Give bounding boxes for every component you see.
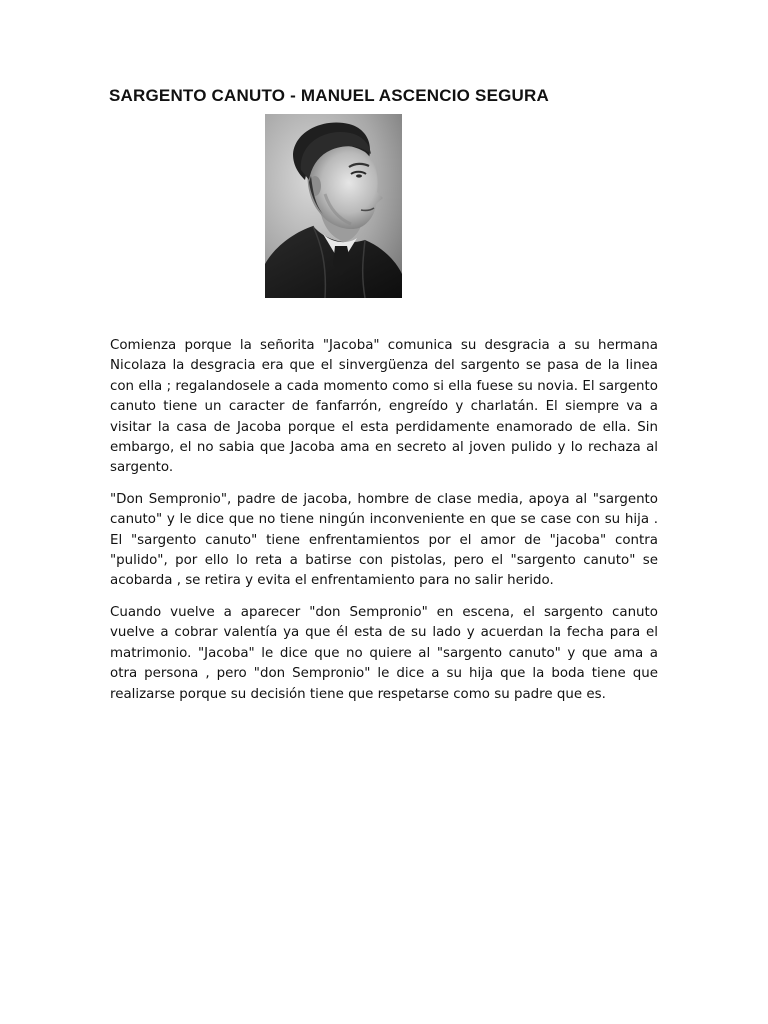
document-body — [110, 336, 658, 716]
portrait-photo — [265, 114, 402, 298]
paragraph-1: Comienza porque la señorita "Jacoba" comunica su desgracia a su hermana Nicolaza la desgracia era que el sinvergüenza del sargento se pasa de la linea con ella ; regalandosele a cada momento como si ella fuese su novia. El sargento canuto tiene un caracter de fanfarrón, engreído y charlatán. El siempre va a visitar la casa de Jacoba porque el esta perdidamente enamorado de ella. Sin embargo, el no sabia que Jacoba ama en secreto al joven pulido y lo rechaza al sargento. — [110, 338, 658, 476]
document-title: SARGENTO CANUTO - MANUEL ASCENCIO SEGURA — [109, 86, 549, 105]
paragraph-2: "Don Sempronio", padre de jacoba, hombre de clase media, apoya al "sargento canuto" y le dice que no tiene ningún inconveniente en que se case con su hija . El "sargento canuto" tiene enfrentamientos por el amor de "jacoba" contra "pulido", por ello lo reta a batirse con pistolas, pero el "sargento canuto" se acobarda , se retira y evita el enfrentamiento para no salir herido. — [110, 491, 658, 589]
paragraph-3: Cuando vuelve a aparecer "don Sempronio" en escena, el sargento canuto vuelve a cobrar valentía ya que él esta de su lado y acuerdan la fecha para el matrimonio. "Jacoba" le dice que no quiere al "sargento canuto" y que ama a otra persona , pero "don Sempronio" le dice a su hija que la boda tiene que realizarse porque su decisión tiene que respetarse como su padre que es. — [110, 604, 658, 702]
portrait-image — [265, 114, 402, 298]
